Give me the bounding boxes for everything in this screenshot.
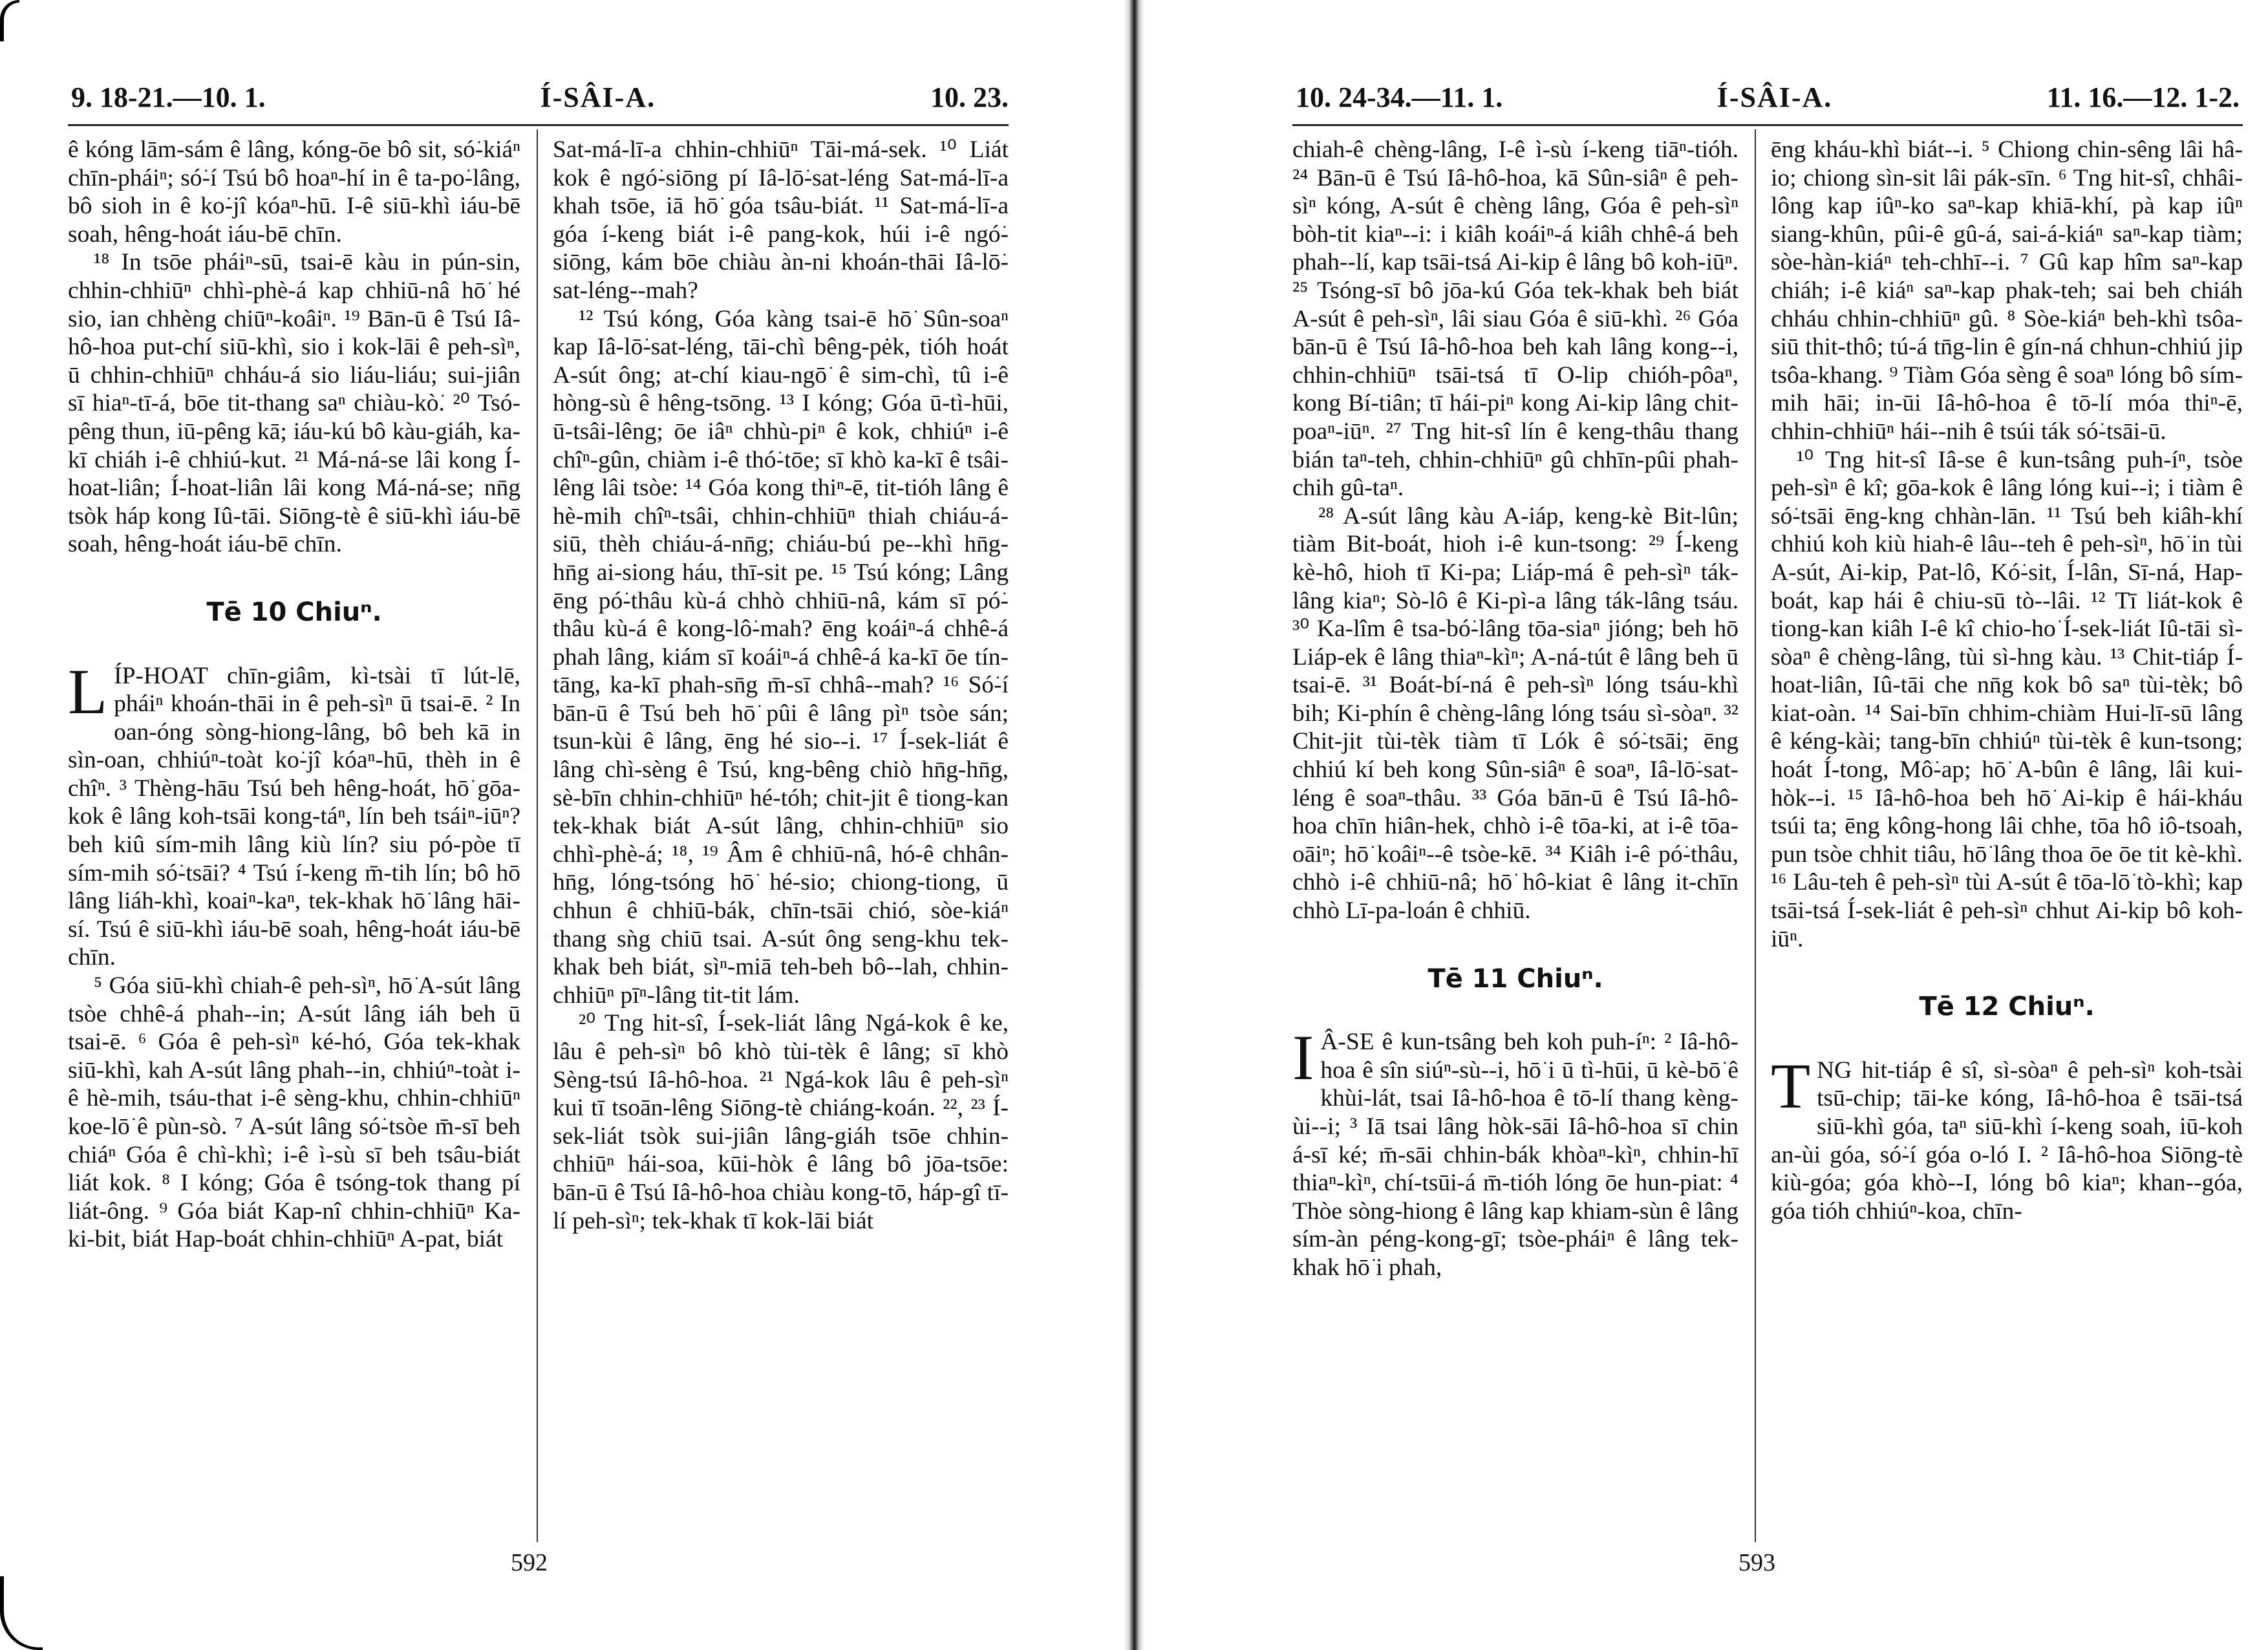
running-header: [71, 78, 1009, 116]
running-header: [1296, 78, 2240, 116]
right-page: [1134, 0, 2268, 1650]
verse-paragraph: ¹⁸ In tsōe pháiⁿ-sū, tsai-ē kàu in pún-sin, chhin-chhiūⁿ chhì-phè-á kap chhiū-nâ hō͘ hé sio, ian chhèng chiūⁿ-koâiⁿ. ¹⁹ Bān-ū ê Tsú Iâ-hô-hoa put-chí siū-khì, sio i kok-lāi ê peh-sìⁿ, ū chhin-chhiūⁿ chháu-á sio liáu-liáu; sui-jiân sī hiaⁿ-tī-á, bōe tit-thang saⁿ chiàu-kò͘. ²⁰ Tsó-pêng thun, iū-pêng kā; iáu-kú bô kàu-giáh, ka-kī chiáh i-ê chhiú-kut. ²¹ Má-ná-se lâi kong Í-hoat-liân; Í-hoat-liân lâi kong Má-ná-se; nn̄g tsòk háp kong Iû-tāi. Siōng-tè ê siū-khì iáu-bē soah, hêng-hoát iáu-bē chīn.: [68, 249, 520, 558]
chapter-opening-paragraph: [1292, 1022, 1738, 1281]
verse-paragraph: ²⁸ A-sút lâng kàu A-iáp, keng-kè Bit-lûn; tiàm Bit-boát, hioh i-ê kun-tsong: ²⁹ Í-keng kè-hô, hioh tī Ki-pa; Liáp-má ê peh-sìⁿ ták-lâng kiaⁿ; Sò-lô ê Ki-pì-a lâng ták-lâng tsáu. ³⁰ Ka-lîm ê tsa-bó͘-lâng tōa-siaⁿ jióng; beh hō͘ Liáp-ek ê lâng thiaⁿ-kìⁿ; A-ná-tút ê lâng beh ū tsai-ē. ³¹ Boát-bí-ná ê peh-sìⁿ lóng tsáu-khì bih; Ki-phín ê chèng-lâng lóng tsáu sì-sòaⁿ. ³² Chit-jit tùi-tèk tiàm tī Lók ê só͘-tsāi; ēng chhiú kí beh kong Sûn-siâⁿ ê soaⁿ, Iâ-lō͘-sat-léng ê soaⁿ-thâu. ³³ Góa bān-ū ê Tsú Iâ-hô-hoa chīn hiân-hek, chhò i-ê tōa-ki, at i-ê tōa-oāiⁿ; hō͘ koâiⁿ--ê tsòe-kē. ³⁴ Kiâh i-ê pó͘-thâu, chhò i-ê chhiū-nâ; hō͘ hô-kiat ê lâng it-chīn chhò Lī-pa-loán ê chhiū.: [1292, 502, 1738, 925]
page-number: 593: [1738, 1549, 1775, 1576]
verse-paragraph: ēng kháu-khì biát--i. ⁵ Chiong chin-sêng lâi hâ-io; chiong sìn-sit lâi pák-sīn. ⁶ Tng hit-sî, chhâi-lông kap iûⁿ-ko saⁿ-kap khiā-khí, pà kap iûⁿ siang-khûn, pûi-ê gû-á, sai-á-kiáⁿ saⁿ-kap tiàm; sòe-hàn-kiáⁿ teh-chhī--i. ⁷ Gû kap hîm saⁿ-kap chiáh; i-ê kiáⁿ saⁿ-kap phak-teh; sai beh chiáh chháu chhin-chhiūⁿ gû. ⁸ Sòe-kiáⁿ beh-khì tsôa-siū thit-thô; tú-á tn̄g-lin ê gín-ná chhun-chhiú jip tsôa-khang. ⁹ Tiàm Góa sèng ê soaⁿ lóng bô sím-mih hāi; in-ūi Iâ-hô-hoa ê tō-lí móa thiⁿ-ē, chhin-chhiūⁿ hái--nih ê tsúi ták só͘-tsāi-ū.: [1771, 136, 2243, 445]
header-left-reference: 10. 24-34.—11. 1.: [1296, 81, 1503, 113]
column-divider: [537, 129, 538, 1542]
verse-paragraph: ¹⁰ Tng hit-sî Iâ-se ê kun-tsâng puh-íⁿ, tsòe peh-sìⁿ ê kî; gōa-kok ê lâng lóng kui--i; i tiàm ê só͘-tsāi ēng-kng chhàn-lān. ¹¹ Tsú beh kiâh-khí chhiú koh kiù hiah-ê lâu--teh ê peh-sìⁿ, hō͘ in tùi A-sút, Ai-kip, Pat-lô, Kó͘-sit, Í-lân, Sī-ná, Hap-boát, kap hái ê chiu-sū tò--lâi. ¹² Tī liát-kok ê tiong-kan kiâh I-ê kî chio-ho͘ Í-sek-liát Iû-tāi sì-sòaⁿ ê chèng-lâng, tùi sì-hng kàu. ¹³ Chit-tiáp Í-hoat-liân, Iû-tāi che nn̄g kok bô saⁿ tùi-tèk; bô kiat-oàn. ¹⁴ Sai-bīn chhim-chiàm Hui-lī-sū lâng ê kéng-kài; tang-bīn chhiúⁿ tùi-tèk ê kun-tsong; hoát Í-tong, Mô͘-ap; hō͘ A-bûn ê lâng, lâi kui-hòk--i. ¹⁵ Iâ-hô-hoa beh hō͘ Ai-kip ê hái-kháu tsúi ta; ēng kông-hong lâi chhe, tōa hô iô-tsoah, pun tsòe chhit tiâu, hō͘ lâng thoa ōe ōe tit kè-khì. ¹⁶ Lâu-teh ê peh-sìⁿ tùi A-sút ê tōa-lō͘ tò-khì; kap tsāi-tsá Í-sek-liát ê peh-sìⁿ chhut Ai-kip bô koh-iūⁿ.: [1771, 446, 2243, 952]
drop-cap: I: [1292, 1022, 1314, 1094]
verse-paragraph: ²⁰ Tng hit-sî, Í-sek-liát lâng Ngá-kok ê ke, lâu ê peh-sìⁿ bô khò tùi-tèk ê lâng; sī khò Sèng-tsú Iâ-hô-hoa. ²¹ Ngá-kok lâu ê peh-sìⁿ kui tī tsoān-lêng Siōng-tè chiáng-koán. ²², ²³ Í-sek-liát tsòk sui-jiân lâng-giáh tsōe chhin-chhiūⁿ hái-soa, kūi-hòk ê lâng bô jōa-tsōe: bān-ū ê Tsú Iâ-hô-hoa chiàu kong-tō, háp-gî tī-lí peh-sìⁿ; tek-khak tī kok-lāi biát: [553, 1010, 1009, 1234]
header-rule: [68, 124, 1009, 126]
column-divider: [1755, 129, 1756, 1542]
header-rule: [1292, 124, 2243, 126]
verse-paragraph: ê kóng lām-sám ê lâng, kóng-ōe bô sit, só͘-kiáⁿ chīn-pháiⁿ; só͘-í Tsú bô hoaⁿ-hí in ê ta-po͘-lâng, bô sioh in ê ko͘-jî kóaⁿ-hū. I-ê siū-khì iáu-bē soah, hêng-hoát iáu-bē chīn.: [68, 136, 520, 248]
chapter-heading: Tē 12 Chiuⁿ.: [1919, 992, 2095, 1022]
chapter-opening-text: ÍP-HOAT chīn-giâm, kì-tsài tī lút-lē, pháiⁿ khoán-thāi in ê peh-sìⁿ ū tsai-ē. ² In oan-óng sòng-hiong-lâng, bô beh kā in sìn-oan, chhiúⁿ-toàt ko͘-jî kóaⁿ-hū, thèh in ê chîⁿ. ³ Thèng-hāu Tsú beh hêng-hoát, hō͘ gōa-kok ê lâng koh-tsāi kong-táⁿ, lín beh tsáiⁿ-iūⁿ? beh kiû sím-mih lâng kiù lín? siu pó-pòe tī sím-mih só͘-tsāi? ⁴ Tsú í-keng m̄-tih lín; bô hō͘ lâng liáh-khì, koaiⁿ-kaⁿ, tek-khak hō͘ lâng hāi-sí. Tsú ê siū-khì iáu-bē soah, hêng-hoát iáu-bē chīn.: [68, 662, 520, 971]
verse-paragraph: chiah-ê chèng-lâng, I-ê ì-sù í-keng tiāⁿ-tióh. ²⁴ Bān-ū ê Tsú Iâ-hô-hoa, kā Sûn-siâⁿ ê peh-sìⁿ kóng, A-sút ê chèng lâng, Góa ê peh-sìⁿ bòh-tit kiaⁿ--i: i kiâh koáiⁿ-á kiâh chhê-á beh phah--lí, kap tsāi-tsá Ai-kip ê lâng bô koh-iūⁿ. ²⁵ Tsóng-sī bô jōa-kú Góa tek-khak beh biát A-sút ê peh-sìⁿ, lâi siau Góa ê siū-khì. ²⁶ Góa bān-ū ê Tsú Iâ-hô-hoa beh kah lâng kong--i, chhin-chhiūⁿ tsāi-tsá tī O-lip chióh-pôaⁿ, kong Bí-tiân; tī hái-piⁿ kong Ai-kip lâng chit-poaⁿ-iūⁿ. ²⁷ Tng hit-sî lín ê keng-thâu thang bián taⁿ-teh, chhin-chhiūⁿ gû chhīn-pûi phah-chih gû-taⁿ.: [1292, 136, 1738, 502]
header-right-reference: 10. 23.: [930, 81, 1009, 113]
chapter-opening-text: Â-SE ê kun-tsâng beh koh puh-íⁿ: ² Iâ-hô-hoa ê sîn siúⁿ-sù--i, hō͘ i ū tì-hūi, ū kè-bō͘ ê khùi-lát, tsai Iâ-hô-hoa ê tō-lí thang kèng-ùi--i; ³ Iā tsai lâng hòk-sāi Iâ-hô-hoa sī chin á-sī ké; m̄-sāi chhin-bák khòaⁿ-kìⁿ, chhin-hī thiaⁿ-kìⁿ, chí-tsūi-á m̄-tióh lóng ōe hun-piat: ⁴ Thòe sòng-hiong ê lâng kap khiam-sùn ê lâng sím-àn péng-kong-gī; tsòe-pháiⁿ ê lâng tek-khak hō͘ i phah,: [1292, 1029, 1738, 1281]
chapter-opening-paragraph: [68, 655, 520, 972]
header-book-title: Í-SÂI-A.: [540, 81, 656, 113]
right-page-column-2: [1771, 136, 2243, 1545]
drop-cap: T: [1771, 1049, 1811, 1122]
verse-paragraph: Sat-má-lī-a chhin-chhiūⁿ Tāi-má-sek. ¹⁰ Liát kok ê ngó͘-siōng pí Iâ-lō͘-sat-léng Sat-má-lī-a khah tsōe, iā hō͘ góa tsâu-biát. ¹¹ Sat-má-lī-a góa í-keng biát i-ê pang-kok, húi i-ê ngó͘-siōng, kám bōe chiàu àn-ni khoán-thāi Iâ-lō͘-sat-léng--mah?: [553, 136, 1009, 304]
drop-cap: L: [68, 655, 108, 727]
left-page-column-2: [553, 136, 1009, 1545]
header-left-reference: 9. 18-21.—10. 1.: [71, 81, 266, 113]
header-right-reference: 11. 16.—12. 1-2.: [2046, 81, 2240, 113]
verse-paragraph: ¹² Tsú kóng, Góa kàng tsai-ē hō͘ Sûn-soaⁿ kap Iâ-lō͘-sat-léng, tāi-chì bêng-pėk, tióh hoát A-sút ông; at-chí kiau-ngō͘ ê sim-chì, tû i-ê hòng-sù ê hêng-tsōng. ¹³ I kóng; Góa ū-tì-hūi, ū-tsâi-lêng; ōe iâⁿ chhù-piⁿ ê kok, chhiúⁿ i-ê chîⁿ-gûn, chiàm i-ê thó͘-tōe; sī khò ka-kī ê tsâi-lêng lâi tsòe: ¹⁴ Góa kong thiⁿ-ē, tit-tióh lâng ê hè-mih chîⁿ-tsâi, chhin-chhiūⁿ thiah chiáu-á-siū, thèh chiáu-á-nn̄g; chiáu-bú pe--khì hn̄g-hn̄g ai-siong háu, thī-sit pe. ¹⁵ Tsú kóng; Lâng ēng pó͘-thâu kù-á chhò chhiū-nâ, kám sī pó͘-thâu kù-á ê kong-lô͘-mah? ēng koáiⁿ-á chhê-á phah lâng, kiám sī koáiⁿ-á chhê-á ka-kī ōe tín-tāng, ka-kī phah-sn̄g m̄-sī chhâ--mah? ¹⁶ Só͘-í bān-ū ê Tsú beh hō͘ pûi ê lâng pìⁿ tsòe sán; tsun-kùi ê lâng, ēng hé sio--i. ¹⁷ Í-sek-liát ê lâng chì-sèng ê Tsú, kng-bêng chiò hn̄g-hn̄g, sè-bīn chhin-chhiūⁿ hé-tóh; chit-jit ê tiong-kan tek-khak biát A-sút lâng, chhin-chhiūⁿ sio chhì-phè-á; ¹⁸, ¹⁹ Âm ê chhiū-nâ, hó-ê chhân-hn̄g, lóng-tsóng hō͘ hé-sio; chiong-tiong, ū chhun ê chhiū-bák, chīn-tsāi chió, sòe-kiáⁿ thang sǹg chiū tsai. A-sút ông seng-khu tek-khak beh biát, sìⁿ-miā teh-beh bô--lah, chhin-chhiūⁿ pīⁿ-lâng tit-tit lám.: [553, 305, 1009, 1009]
chapter-heading: Tē 10 Chiuⁿ.: [206, 597, 382, 627]
chapter-heading: Tē 11 Chiuⁿ.: [1428, 963, 1603, 994]
left-page-column-1: [68, 136, 520, 1545]
right-page-column-1: [1292, 136, 1738, 1545]
page-number: 592: [511, 1549, 548, 1576]
header-book-title: Í-SÂI-A.: [1717, 81, 1833, 113]
verse-paragraph: ⁵ Góa siū-khì chiah-ê peh-sìⁿ, hō͘ A-sút lâng tsòe chhê-á phah--in; A-sút lâng iáh beh ū tsai-ē. ⁶ Góa ê peh-sìⁿ ké-hó, Góa tek-khak siū-khì, kah A-sút lâng phah--in, chhiúⁿ-toàt i-ê hè-mih, tsáu-that i-ê sèng-khu, chhin-chhiūⁿ koe-lō͘ ê pùn-sò. ⁷ A-sút lâng só͘-tsòe m̄-sī beh chiáⁿ Góa ê chì-khì; i-ê ì-sù sī beh tsâu-biát liát kok. ⁸ I kóng; Góa ê tsóng-tok thang pí liát-ông. ⁹ Góa biát Kap-nî chhin-chhiūⁿ Ka-ki-bit, biát Hap-boát chhin-chhiūⁿ A-pat, biát: [68, 972, 520, 1253]
chapter-opening-text: NG hit-tiáp ê sî, sì-sòaⁿ ê peh-sìⁿ koh-tsài tsū-chip; tāi-ke kóng, Iâ-hô-hoa ê tsāi-tsá siū-khì góa, taⁿ siū-khì í-keng soah, iū-koh an-ùi góa, só͘-í góa o-ló I. ² Iâ-hô-hoa Siōng-tè kiù-góa; góa khò--I, lóng bô kiaⁿ; khan--góa, góa tióh chhiúⁿ-koa, chīn-: [1771, 1056, 2243, 1225]
chapter-opening-paragraph: [1771, 1049, 2243, 1226]
